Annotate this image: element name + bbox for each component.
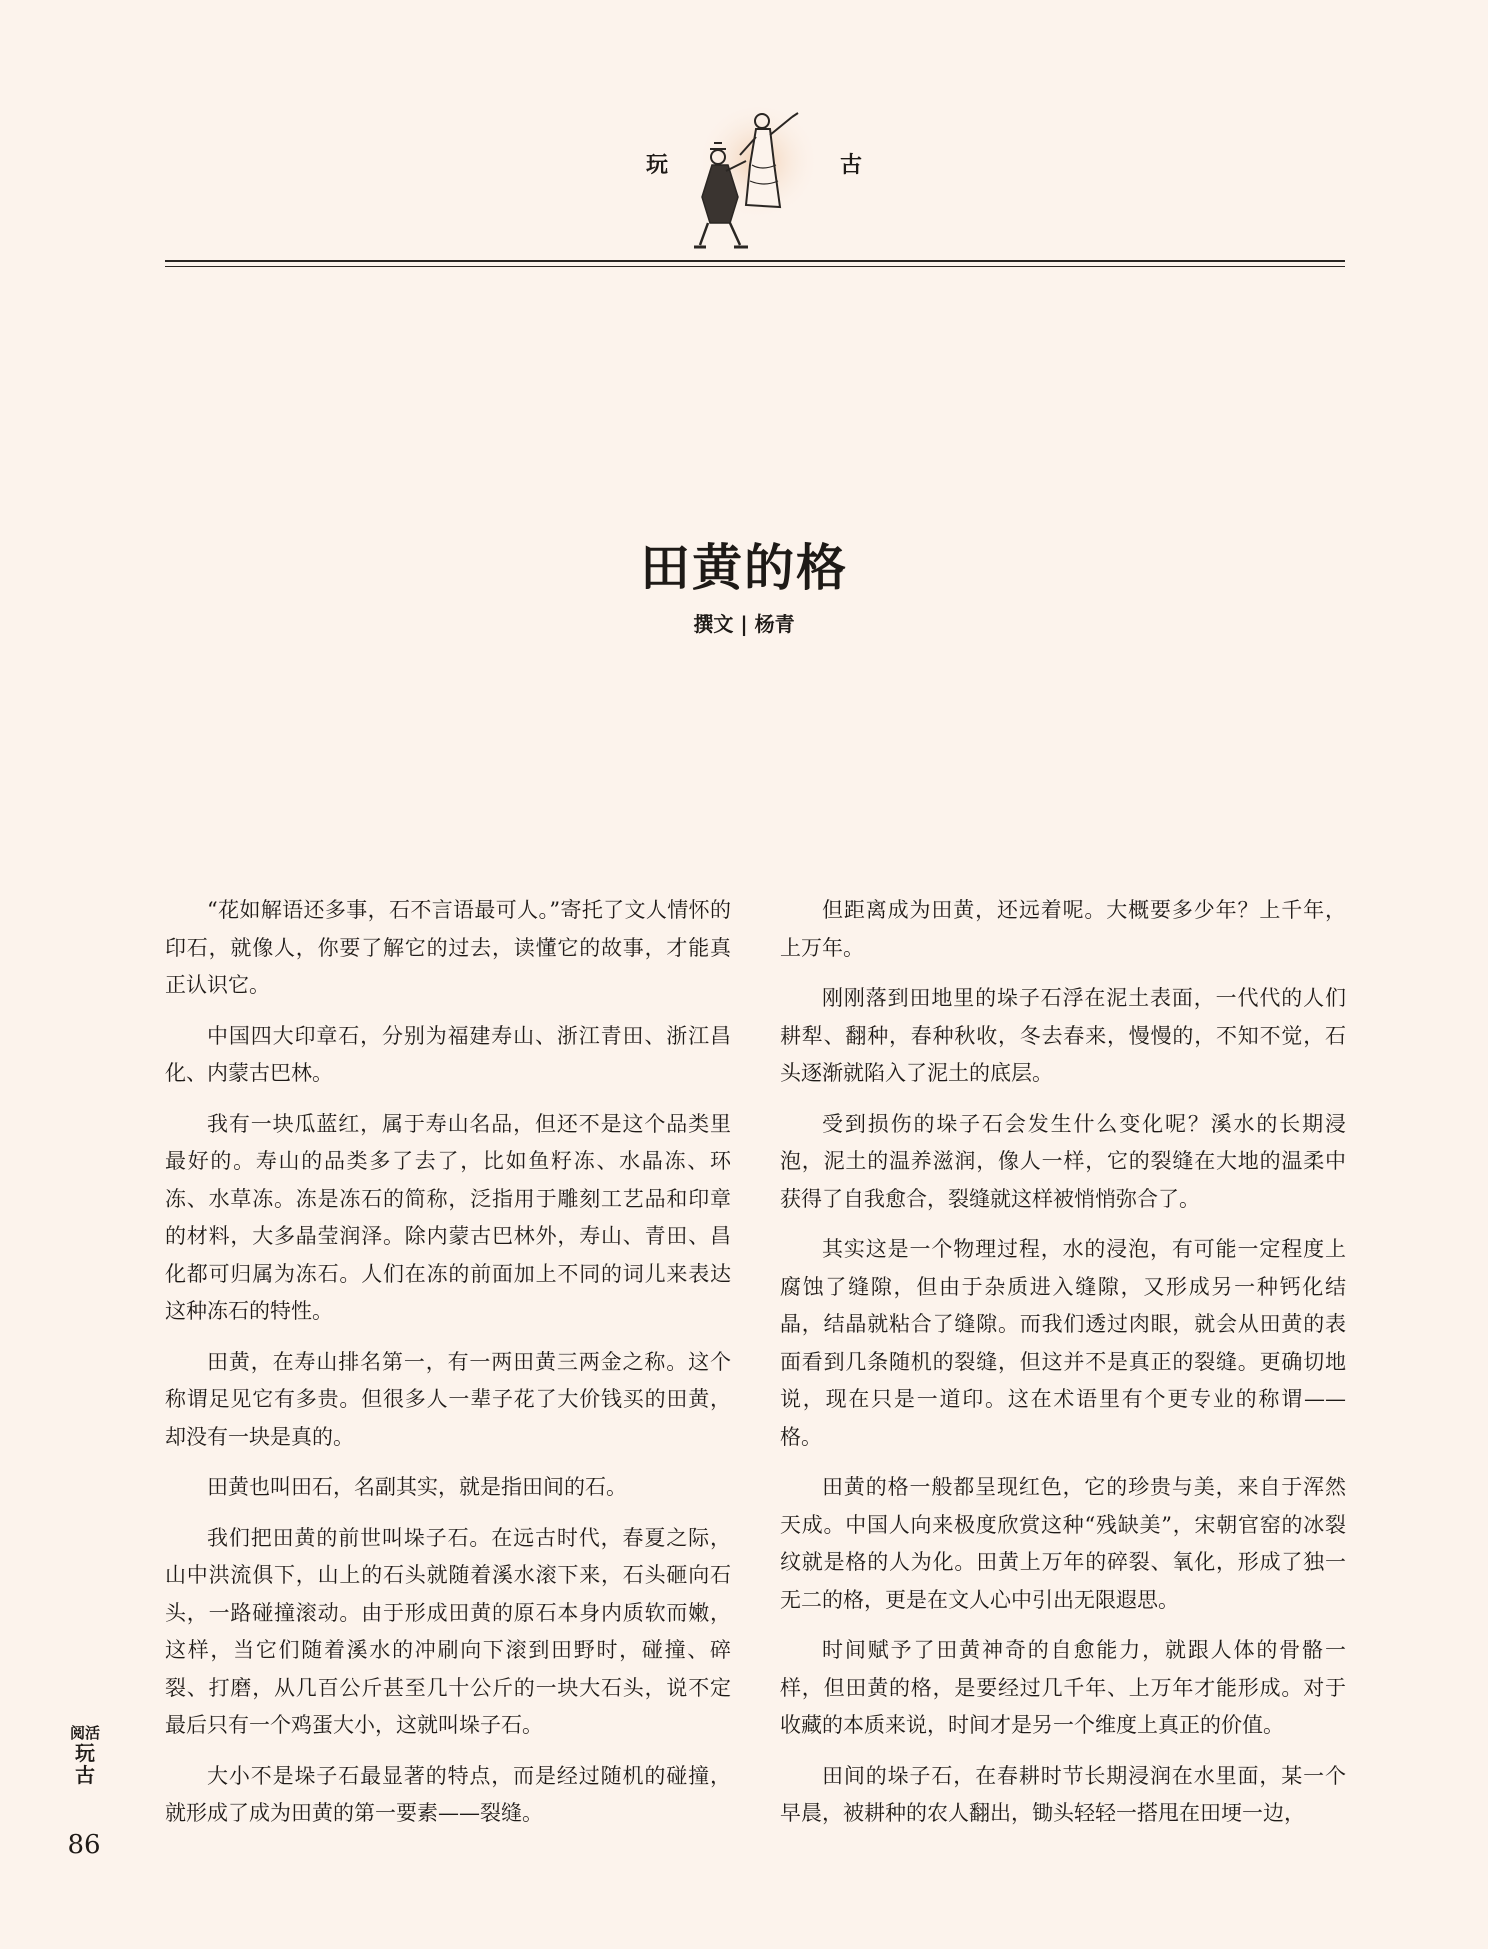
paragraph: “花如解语还多事，石不言语最可人。”寄托了文人情怀的印石，就像人，你要了解它的过去，读懂它的故事，才能真正认识它。 — [165, 898, 731, 997]
paragraph: 田间的垛子石，在春耕时节长期浸润在水里面，某一个早晨，被耕种的农人翻出，锄头轻轻一搭甩在田埂一边， — [780, 1763, 1346, 1825]
magazine-name: 阅活 — [70, 1724, 101, 1742]
section-label-left: 玩 — [646, 152, 669, 178]
figure-illustration-icon — [680, 105, 830, 255]
paragraph: 受到损伤的垛子石会发生什么变化呢？溪水的长期浸泡，泥土的温养滋润，像人一样，它的裂缝在大地的温柔中获得了自我愈合，裂缝就这样被悄悄弥合了。 — [780, 1111, 1346, 1211]
paragraph: 我们把田黄的前世叫垛子石。在远古时代，春夏之际，山中洪流俱下，山上的石头就随着溪水滚下来，石头砸向石头，一路碰撞滚动。由于形成田黄的原石本身内质软而嫩，这样，当它们随着溪水的冲刷向下滚到田野时，碰撞、碎裂、打磨，从几百公斤甚至几十公斤的一块大石头，说不定最后只有一个鸡蛋大小，这就叫垛子石。 — [165, 1525, 731, 1737]
article-byline: 撰文 | 杨青 — [693, 612, 795, 636]
paragraph: 大小不是垛子石最显著的特点，而是经过随机的碰撞，就形成了成为田黄的第一要素——裂缝。 — [165, 1763, 731, 1825]
header-rule-thin — [165, 266, 1345, 267]
body-column-right — [780, 892, 1346, 1846]
paragraph: 田黄也叫田石，名副其实，就是指田间的石。 — [207, 1475, 627, 1499]
paragraph: 其实这是一个物理过程，水的浸泡，有可能一定程度上腐蚀了缝隙，但由于杂质进入缝隙，又形成另一种钙化结晶，结晶就粘合了缝隙。而我们透过肉眼，就会从田黄的表面看到几条随机的裂缝，但这并不是真正的裂缝。更确切地说，现在只是一道印。这在术语里有个更专业的称谓——格。 — [780, 1237, 1346, 1449]
body-column-left — [165, 892, 731, 1846]
paragraph: 时间赋予了田黄神奇的自愈能力，就跟人体的骨骼一样，但田黄的格，是要经过几千年、上万年才能形成。对于收藏的本质来说，时间才是另一个维度上真正的价值。 — [780, 1638, 1346, 1737]
article-title: 田黄的格 — [640, 538, 848, 597]
paragraph: 田黄的格一般都呈现红色，它的珍贵与美，来自于浑然天成。中国人向来极度欣赏这种“残缺美”，宋朝官窑的冰裂纹就是格的人为化。田黄上万年的碎裂、氧化，形成了独一无二的格，更是在文人心中引出无限遐思。 — [780, 1475, 1346, 1612]
section-name: 玩古 — [75, 1741, 95, 1787]
paragraph: 田黄，在寿山排名第一，有一两田黄三两金之称。这个称谓足见它有多贵。但很多人一辈子花了大价钱买的田黄，却没有一块是真的。 — [165, 1349, 731, 1449]
magazine-section-label — [70, 1725, 100, 1786]
page-number: 86 — [67, 1830, 101, 1860]
paragraph: 刚刚落到田地里的垛子石浮在泥土表面，一代代的人们耕犁、翻种，春种秋收，冬去春来，慢慢的，不知不觉，石头逐渐就陷入了泥土的底层。 — [780, 986, 1346, 1085]
header-rule — [165, 260, 1345, 262]
paragraph: 我有一块瓜蓝红，属于寿山名品，但还不是这个品类里最好的。寿山的品类多了去了，比如鱼籽冻、水晶冻、环冻、水草冻。冻是冻石的简称，泛指用于雕刻工艺品和印章的材料，大多晶莹润泽。除内蒙古巴林外，寿山、青田、昌化都可归属为冻石。人们在冻的前面加上不同的词儿来表达这种冻石的特性。 — [165, 1111, 731, 1323]
page-header — [0, 0, 1488, 270]
section-label-right: 古 — [840, 152, 863, 178]
paragraph: 中国四大印章石，分别为福建寿山、浙江青田、浙江昌化、内蒙古巴林。 — [165, 1023, 731, 1085]
paragraph: 但距离成为田黄，还远着呢。大概要多少年？上千年，上万年。 — [780, 898, 1346, 960]
